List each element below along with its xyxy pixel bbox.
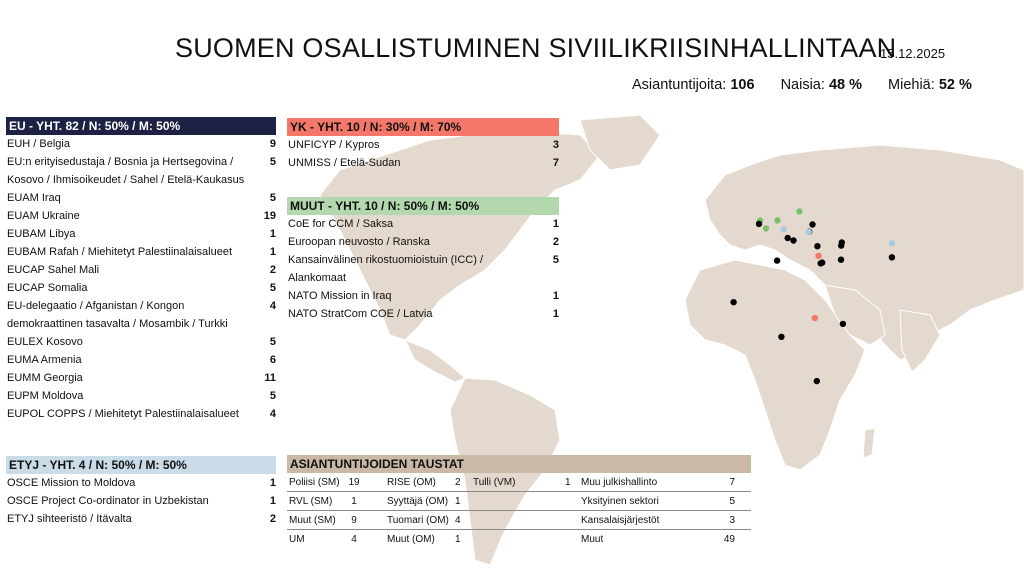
mission-row [287, 305, 559, 323]
mission-location-marker [838, 242, 844, 248]
mission-location-marker [838, 257, 844, 263]
mission-count: 9 [269, 138, 276, 150]
mission-row [6, 207, 276, 225]
mission-row [6, 261, 276, 279]
mission-name: Euroopan neuvosto / Ranska [288, 236, 430, 248]
mission-name: ETYJ sihteeristö / Itävalta [7, 513, 132, 525]
mission-name: EU-delegaatio / Afganistan / Kongon demokraattinen tasavalta / Mosambik / Turkki [7, 300, 228, 330]
background-table [287, 455, 751, 549]
table-cell-org-name [469, 492, 565, 510]
mission-count: 2 [269, 513, 276, 525]
page-title: SUOMEN OSALLISTUMINEN SIVIILIKRIISINHALLINTAAN [175, 33, 897, 63]
mission-name: EUMA Armenia [7, 354, 82, 366]
mission-location-marker [889, 240, 895, 246]
mission-name: EUCAP Sahel Mali [7, 264, 100, 276]
mission-name: EUAM Ukraine [7, 210, 80, 222]
mission-location-marker [840, 321, 846, 327]
table-cell-org-name: Syyttäjä (OM) [387, 496, 449, 507]
table-cell-org-count: 3 [729, 515, 735, 526]
table-cell-org-name: Muut (OM) [387, 534, 435, 545]
mission-location-marker [812, 315, 818, 321]
mission-name: UNMISS / Etelä-Sudan [288, 157, 401, 169]
table-cell-org-name: RISE (OM) [387, 477, 436, 488]
mission-row [6, 492, 276, 510]
mission-name: EU:n erityisedustaja / Bosnia ja Hertsegovina / Kosovo / Ihmisoikeudet / Sahel / Etelä-Kaukasus [7, 156, 245, 186]
mission-row [287, 215, 559, 233]
mission-name: NATO Mission in Iraq [288, 290, 392, 302]
mission-row [6, 225, 276, 243]
mission-row [6, 405, 276, 423]
table-cell-org-name: Muut (SM) [289, 515, 336, 526]
mission-count: 2 [269, 264, 276, 276]
mission-count: 1 [269, 246, 276, 258]
mission-row [6, 351, 276, 369]
women-label: Naisia: [780, 77, 825, 93]
table-cell-org-count: 1 [455, 496, 461, 507]
mission-row [6, 333, 276, 351]
mission-name: OSCE Project Co-ordinator in Uzbekistan [7, 495, 209, 507]
report-date: 15.12.2025 [880, 46, 946, 61]
table-cell-org-name [469, 511, 565, 529]
mission-name: CoE for CCM / Saksa [288, 218, 394, 230]
summary-stats [632, 77, 972, 93]
mission-count: 19 [263, 210, 276, 222]
mission-name: EUH / Belgia [7, 138, 70, 150]
table-cell-org-count: 1 [351, 496, 357, 507]
mission-location-marker [815, 253, 821, 259]
mission-row [6, 297, 276, 333]
mission-row [6, 153, 276, 189]
table-cell-org-count: 2 [455, 477, 461, 488]
mission-count: 4 [269, 300, 276, 312]
men-label: Miehiä: [888, 77, 935, 93]
mission-row [287, 287, 559, 305]
mission-count: 1 [269, 495, 276, 507]
mission-count: 7 [552, 157, 559, 169]
mission-name: OSCE Mission to Moldova [7, 477, 136, 489]
mission-row [6, 474, 276, 492]
mission-count: 5 [269, 192, 276, 204]
mission-name: EUPOL COPPS / Miehitetyt Palestiinalaisalueet [7, 408, 239, 420]
mission-name: Kansainvälinen rikostuomioistuin (ICC) / Alankomaat [288, 254, 484, 284]
mission-location-marker [756, 221, 762, 227]
table-cell-org-count: 9 [351, 515, 357, 526]
mission-name: UNFICYP / Kypros [288, 139, 380, 151]
mission-count: 4 [269, 408, 276, 420]
table-cell-org-count: 1 [455, 534, 461, 545]
mission-location-marker [796, 208, 802, 214]
mission-location-marker [814, 378, 820, 384]
mission-location-marker [790, 237, 796, 243]
mission-location-marker [730, 299, 736, 305]
mission-count: 1 [269, 477, 276, 489]
mission-row [6, 387, 276, 405]
table-cell-org-count: 4 [351, 534, 357, 545]
mission-location-marker [780, 226, 786, 232]
table-cell-org-name: Kansalaisjärjestöt [581, 515, 660, 526]
table-cell-org-name: Muu julkishallinto [581, 477, 658, 488]
mission-row [6, 243, 276, 261]
yk-section-header: YK - YHT. 10 / N: 30% / M: 70% [287, 118, 559, 136]
yk-section [287, 118, 559, 172]
mission-count: 5 [269, 282, 276, 294]
mission-count: 5 [269, 390, 276, 402]
mission-location-marker [818, 260, 824, 266]
mission-row [6, 189, 276, 207]
mission-name: EUPM Moldova [7, 390, 84, 402]
men-value: 52 % [938, 77, 972, 93]
table-row [287, 530, 751, 549]
mission-location-marker [774, 257, 780, 263]
mission-row [6, 279, 276, 297]
mission-location-marker [785, 235, 791, 241]
table-cell-org-name: UM [289, 534, 305, 545]
table-row [287, 511, 751, 530]
mission-count: 11 [264, 372, 276, 384]
mission-count: 3 [552, 139, 559, 151]
mission-row [287, 251, 559, 287]
table-cell-org-count: 5 [729, 496, 735, 507]
mission-count: 2 [552, 236, 559, 248]
table-cell-org-count [565, 530, 581, 549]
table-cell-org-name: Yksityinen sektori [581, 496, 659, 507]
eu-section-header: EU - YHT. 82 / N: 50% / M: 50% [6, 117, 276, 135]
mission-count: 1 [552, 308, 559, 320]
mission-location-marker [806, 229, 812, 235]
mission-name: NATO StratCom COE / Latvia [288, 308, 433, 320]
table-cell-org-count: 49 [723, 534, 735, 545]
table-cell-org-count: 1 [565, 477, 571, 488]
mission-row [6, 135, 276, 153]
muut-section-header: MUUT - YHT. 10 / N: 50% / M: 50% [287, 197, 559, 215]
table-cell-org-name: Tuomari (OM) [387, 515, 449, 526]
mission-count: 6 [269, 354, 276, 366]
mission-location-marker [778, 334, 784, 340]
table-cell-org-count: 19 [348, 477, 360, 488]
mission-row [6, 510, 276, 528]
muut-section [287, 197, 559, 323]
table-cell-org-name: Poliisi (SM) [289, 477, 340, 488]
women-value: 48 % [828, 77, 862, 93]
mission-name: EULEX Kosovo [7, 336, 83, 348]
mission-row [287, 233, 559, 251]
mission-count: 1 [269, 228, 276, 240]
mission-location-marker [774, 217, 780, 223]
etyj-section-header: ETYJ - YHT. 4 / N: 50% / M: 50% [6, 456, 276, 474]
table-cell-org-count [565, 511, 581, 529]
mission-count: 5 [552, 254, 559, 266]
table-row [287, 492, 751, 511]
background-table-header: ASIANTUNTIJOIDEN TAUSTAT [287, 455, 751, 473]
mission-location-marker [889, 254, 895, 260]
mission-name: EUBAM Libya [7, 228, 76, 240]
table-cell-org-name: RVL (SM) [289, 496, 333, 507]
etyj-section [6, 456, 276, 528]
mission-location-marker [814, 243, 820, 249]
table-cell-org-count [565, 492, 581, 510]
experts-label: Asiantuntijoita: [632, 77, 727, 93]
mission-name: EUMM Georgia [7, 372, 83, 384]
mission-location-marker [763, 225, 769, 231]
mission-count: 1 [552, 290, 559, 302]
mission-name: EUAM Iraq [7, 192, 61, 204]
table-cell-org-name: Muut [581, 534, 604, 545]
central-america-landmass [405, 340, 465, 382]
madagascar-landmass [863, 428, 875, 458]
table-cell-org-count: 7 [729, 477, 735, 488]
table-cell-org-name: Tulli (VM) [473, 477, 516, 488]
mission-count: 1 [552, 218, 559, 230]
experts-value: 106 [730, 77, 755, 93]
mission-location-marker [809, 221, 815, 227]
mission-row [287, 136, 559, 154]
table-cell-org-count: 4 [455, 515, 461, 526]
mission-row [287, 154, 559, 172]
mission-count: 5 [269, 156, 276, 168]
table-cell-org-name [469, 530, 565, 549]
mission-row [6, 369, 276, 387]
table-row [287, 473, 751, 492]
mission-name: EUCAP Somalia [7, 282, 88, 294]
eu-section [6, 117, 276, 423]
mission-count: 5 [269, 336, 276, 348]
mission-name: EUBAM Rafah / Miehitetyt Palestiinalaisalueet [7, 246, 232, 258]
